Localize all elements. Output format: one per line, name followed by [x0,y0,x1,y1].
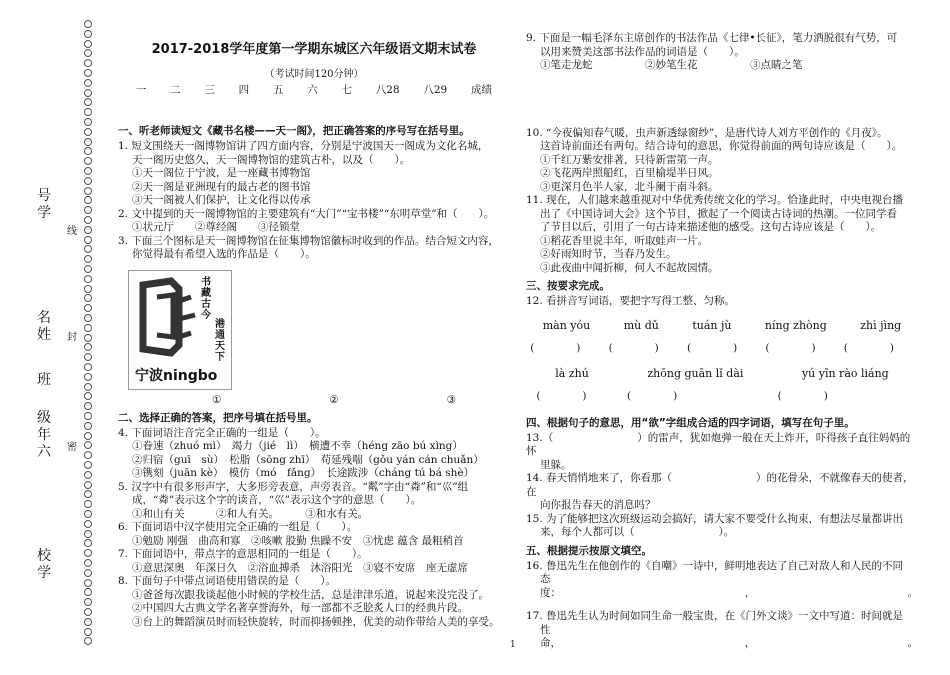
answer-bracket[interactable]: ( ) [536,389,587,402]
question-10: 10. “今夜偏知春气暖，虫声新透绿窗纱”，是唐代诗人刘方平创作的《月夜》。 [526,126,888,139]
question-13: 13.（ ）的雷声，犹如炮弹一般在天上炸开，吓得孩子直往妈妈的怀 [526,431,911,457]
seal-secret-mark: 密 [67,442,77,453]
label-char: 年 [37,427,51,443]
binding-hole [84,40,92,48]
binding-hole [84,618,92,626]
score-col: 成绩 [471,84,493,96]
binding-holes [84,20,96,650]
q1-option: ②天一阁是亚洲现有的最古老的图书馆 [132,180,311,193]
exam-title: 2017-2018学年度第一学期东城区六年级语文期末试卷 [151,42,477,57]
binding-hole [84,579,92,587]
binding-hole [84,343,92,351]
label-char: 班 [37,372,51,388]
label-char: 姓 [37,327,51,343]
binding-hole [84,383,92,391]
question-9: 9. 下面是一幅毛泽东主席创作的书法作品《七律•长征》，笔力洒脱很有气势，可 [526,32,898,44]
section-2-heading: 二、选择正确的答案，把序号填在括号里。 [118,411,318,424]
label-char: 名 [37,310,51,326]
binding-hole [84,304,92,312]
q4-option: ③镌刻（juān kè） 模仿（mó fǎng） 长途跋涉（cháng tú bá shè） [132,467,475,479]
binding-hole [84,187,92,195]
q10-option: ③更深月色半人家，北斗阑干南斗斜。 [540,180,719,193]
binding-hole [84,138,92,146]
question-6: 6. 下面词语中汉字使用完全正确的一组是（ ）。 [118,521,358,533]
score-col: 一 [135,84,147,96]
binding-hole [84,265,92,273]
binding-hole [84,30,92,38]
binding-hole [84,294,92,302]
binding-hole [84,481,92,489]
binding-hole [84,226,92,234]
logo-vertical-text-2: 港通天下 [215,318,225,363]
label-char: 校 [37,548,51,564]
binding-hole [84,549,92,557]
binding-hole [84,500,92,508]
binding-hole [84,118,92,126]
question-14: 14. 春天悄悄地来了，你看那（ ）的花骨朵，不就像春天的使者，在 [526,472,914,498]
pinyin-word: tuán jù [692,318,732,332]
binding-hole [84,510,92,518]
q10-option: ①千红万紫安排著，只待新雷第一声。 [540,153,719,166]
binding-hole [84,324,92,332]
binding-hole [84,432,92,440]
q5-options: ①和山有关 ②和人有关。 ③和水有关。 [132,507,369,520]
binding-hole [84,206,92,214]
binding-hole [84,461,92,469]
q10-option: ②飞花两岸照船红，百里榆堤半日风。 [540,167,719,179]
pinyin-row-2 [526,367,918,380]
seal-seal-mark: 封 [67,332,77,343]
binding-hole [84,79,92,87]
question-14-cont: 向你报告春天的消息吗？ [540,499,656,511]
score-col: 五 [272,84,284,96]
binding-hole [84,363,92,371]
question-9-cont: 以用来赞美这部书法作品的词语是（ ）。 [540,45,745,58]
question-11: 11. 现在，人们越来越重视对中华优秀传统文化的学习。恰逢此时，中央电视台播 [526,194,904,206]
binding-hole [84,392,92,400]
q3-options [118,394,510,406]
binding-hole [84,147,92,155]
pinyin-word: níng zhòng [764,318,827,332]
section-1-heading: 一、听老师读短文《藏书名楼——天一阁》，把正确答案的序号写在括号里。 [118,125,470,137]
exam-time: （考试时间120分钟） [264,69,364,80]
binding-hole [84,157,92,165]
question-15-cont: 来，每个人都可以（ ）。 [540,526,735,538]
q11-option: ②好雨知时节，当春乃发生。 [540,248,677,260]
grade-label [36,410,52,461]
answer-brackets-row-2 [526,388,918,403]
q6-options: ①勉励 刚强 曲高和寡 ②咳嗽 股勤 焦躁不安 ③忧虑 蕴含 最粗稍首 [132,534,464,547]
binding-hole [84,20,92,28]
question-15: 15. 为了能够把这次班级运动会搞好，请大家不要受什么拘束，有想法尽量都讲出 [526,512,904,525]
pinyin-word: zhì jìng [860,318,902,332]
binding-hole [84,59,92,67]
q3-option: ② [329,393,339,406]
question-5: 5. 汉字中有很多形声字，大多形旁表意，声旁表音。“粼”字由“粦”和“巛”组 [118,480,469,493]
q8-option: ①爸爸每次跟我谈起他小时候的学校生活，总是津津乐道，说起来没完没了。 [132,588,489,601]
answer-bracket[interactable]: ( ) [777,389,828,402]
score-col: 七 [341,84,352,96]
binding-hole [84,167,92,175]
q3-option: ③ [446,393,457,406]
q8-option: ③台上的舞蹈演员时而轻快旋转，时而抑扬顿挫，优美的动作带给人美的享受。 [132,615,500,628]
binding-hole [84,353,92,361]
q4-option: ②归宿（guī sù） 松脂（sōng zhī） 苟延残喘（gǒu yán cán chuǎn） [132,453,484,466]
label-char: 六 [37,444,51,460]
label-char: 学 [37,565,51,581]
question-12: 12. 看拼音写词语，要把字写得工整、匀称。 [526,295,736,307]
q4-option: ①眷速（zhuó mì） 竭力（jié lì） 横遭不幸（héng zāo bú xìng） [132,440,463,452]
q9-options: ①笔走龙蛇 ②妙笔生花 ③点睛之笔 [540,59,803,71]
binding-hole [84,196,92,204]
binding-hole [84,128,92,136]
binding-hole [84,441,92,449]
seal-line-mark: 线 [67,226,77,237]
binding-hole [84,255,92,263]
answer-bracket[interactable]: ( ) [626,389,678,402]
binding-hole [84,98,92,106]
binding-hole [84,373,92,381]
q1-option: ①天一阁位于宁波，是一座藏书博物馆 [132,167,311,179]
binding-hole [84,245,92,253]
binding-hole [84,588,92,596]
binding-hole [84,451,92,459]
binding-hole [84,89,92,97]
logo-text: 宁波ningbo [135,367,218,384]
question-11-cont: 了节目以后，引用了一句古诗来描述他的感受。这句古诗应该是（ ）。 [540,221,882,233]
answer-bracket[interactable]: ( ) [765,341,816,354]
question-11-cont: 出了《中国诗词大会》这个节目，掀起了一个阅读古诗词的热潮。一位同学看 [540,207,897,220]
question-17: 17. 鲁迅先生认为时间如同生命一般宝贵，在《门外文谈》一文中写道：时间就是 [526,610,904,622]
q3-option: ① [211,393,222,406]
binding-hole [84,598,92,606]
name-label [36,310,52,344]
school-label [36,548,52,582]
label-char: 级 [37,410,51,426]
score-col: 二 [170,84,181,96]
section-3-heading: 三、按要求完成。 [526,280,610,292]
binding-hole [84,608,92,616]
answer-bracket[interactable]: ( ) [530,341,581,354]
binding-hole [84,402,92,410]
class-label [36,372,52,389]
ningbo-logo [128,270,232,390]
binding-hole [84,530,92,538]
binding-hole [84,412,92,420]
question-13-cont: 里躲。 [540,458,572,471]
score-col: 八29 [423,84,448,96]
pinyin-word: màn yóu [542,318,591,332]
section-4-heading: 四、根据句子的意思，用“欲”字组成合适的四字词语，填写在句子里。 [526,416,855,429]
binding-hole [84,177,92,185]
question-16: 16. 鲁迅先生在他创作的《自嘲》一诗中，鲜明地表达了自己对敌人和人民的不同 [526,559,904,572]
q11-option: ③此夜曲中闻折柳，何人不起故园情。 [540,261,719,274]
score-col: 八28 [375,84,400,96]
binding-hole [84,637,92,645]
question-2: 2. 文中提到的天一阁博物馆的主要建筑有“大门”“宝书楼”“东明草堂”和（ ）。 [118,207,495,220]
answer-bracket[interactable]: ( ) [608,341,659,354]
binding-hole [84,471,92,479]
answer-bracket[interactable]: ( ) [843,341,894,354]
question-10-cont: 这首诗前面还有两句。结合诗句的意思，你觉得前面的两句诗应该是（ ）。 [540,140,903,152]
label-char: 学 [37,205,51,221]
question-4: 4. 下面词语注音完全正确的一组是（ ）。 [118,426,326,439]
score-col: 三 [204,84,215,96]
label-char: 号 [37,188,51,204]
question-17-cont[interactable]: 性命， ， 。 [540,623,918,649]
binding-hole [84,275,92,283]
question-8: 8. 下面句子中带点词语使用错误的是（ ）。 [118,575,337,587]
score-header [124,82,504,97]
binding-hole [84,69,92,77]
binding-hole [84,49,92,57]
binding-hole [84,216,92,224]
score-col: 四 [238,84,250,96]
q11-option: ①稻花香里说丰年，听取蛙声一片。 [540,234,708,247]
q2-options: ①状元厅 ②尊经阁 ③径锁堂 [132,221,300,233]
binding-hole [84,539,92,547]
right-column [526,32,918,651]
binding-hole [84,314,92,322]
q1-option: ③天一阁被人们保护，让文化得以传承 [132,194,311,206]
pinyin-word: yú yīn rào liáng [801,366,889,380]
pinyin-word: mù dǔ [623,318,659,332]
question-5-cont: 成，“粦”表示这个字的读音，“巛”表示这个字的意思（ ）。 [132,494,422,506]
binding-hole [84,285,92,293]
binding-hole [84,569,92,577]
pinyin-word: zhōng guān lǐ dài [647,366,744,380]
left-column [118,32,510,629]
binding-hole [84,334,92,342]
section-5-heading: 五、根据提示按原文填空。 [526,544,652,557]
binding-hole [84,108,92,116]
q8-option: ②中国四大古典文学名著享誉海外，每一部都不乏脍炙人口的经典片段。 [132,602,468,614]
answer-bracket[interactable]: ( ) [686,341,738,354]
question-1: 1. 短文围绕天一阁博物馆讲了四方面内容，分别是宁波国天一阁成为文化名城， [118,140,489,152]
answer-brackets-row-1 [526,340,918,355]
binding-hole [84,520,92,528]
logo-vertical-text-1: 书藏古今 [201,276,211,321]
binding-hole [84,628,92,636]
pinyin-row-1 [526,319,918,332]
question-16-cont[interactable]: 态度： ， 。 [540,573,918,599]
score-col: 六 [307,84,318,96]
binding-hole [84,236,92,244]
q7-options: ①意思深奥 年深日久 ②浴血搏杀 沐浴阳光 ③寝不安席 座无虚席 [132,561,468,574]
pinyin-word: là zhú [555,366,589,380]
question-3-cont: 你觉得最有希望入选的作品是（ ）。 [132,248,316,260]
page-number: 1 [510,640,516,650]
binding-hole [84,559,92,567]
binding-hole [84,422,92,430]
question-7: 7. 下面词语中，带点字的意思相同的一组是（ ）。 [118,548,368,560]
binding-hole [84,490,92,498]
student-id-label [36,188,52,222]
question-3: 3. 下面三个图标是天一阁博物馆在征集博物馆徽标时收到的作品。结合短文内容， [118,234,499,247]
question-1-cont: 天一阁历史悠久，天一阁博物馆的建筑古朴，以及（ ）。 [132,153,411,166]
